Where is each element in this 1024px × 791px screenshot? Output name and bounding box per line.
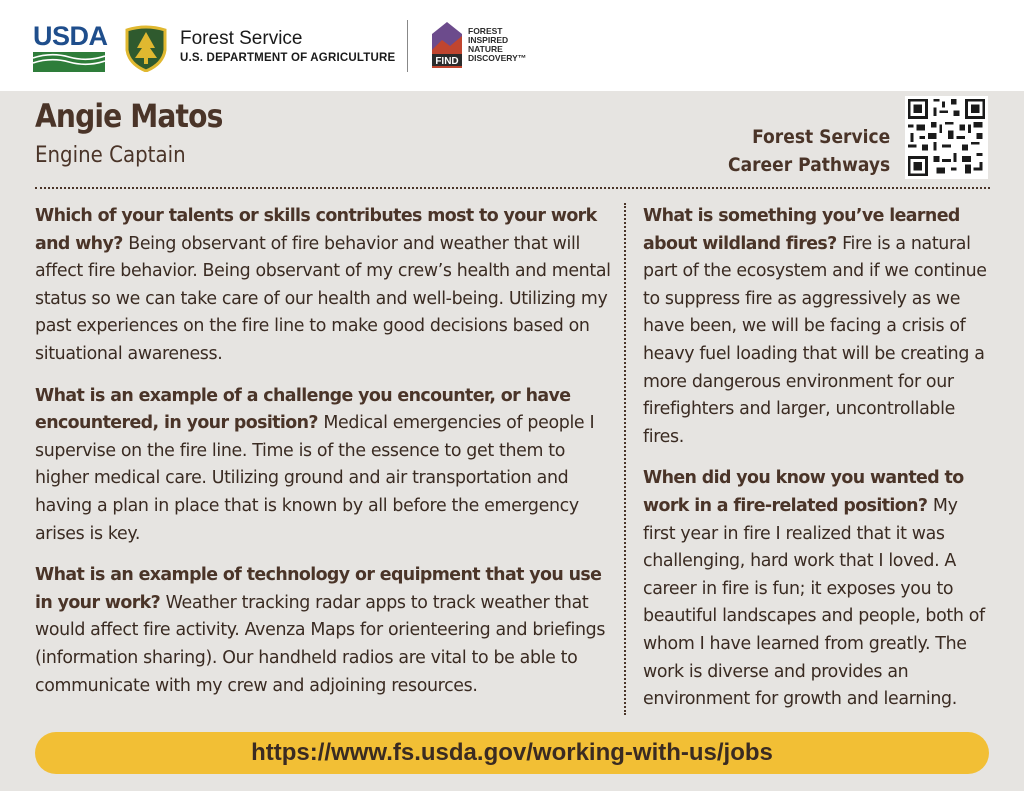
profile-name: Angie Matos [35,97,223,135]
right-column [643,203,993,728]
department-name: U.S. DEPARTMENT OF AGRICULTURE [180,52,396,64]
qa-block [35,203,617,369]
question: What is an example of technology or equipment that you use in your work? [35,565,602,613]
find-logo-icon[interactable] [430,20,464,70]
answer: Being observant of fire behavior and weather that will affect fire behavior. Being observant of my crew’s health and mental status so we can take care of our health and well-being. Utilizing my past experiences on the fire line to make good decisions based on situational awareness. [35,233,611,364]
find-line: NATURE [468,44,503,54]
program-line: Forest Service [751,126,890,148]
find-line: DISCOVERY™ [468,53,527,63]
find-program-text [468,27,526,63]
answer: Fire is a natural part of the ecosystem and if we continue to suppress fire as aggressively as we have been, we will be facing a crisis of heavy fuel loading that will be creating a more dangerous environment for our firefighters and larger, uncontrollable fires. [643,233,987,447]
program-line: Career Pathways [727,154,890,176]
left-column [35,203,617,714]
forest-service-shield-icon [123,24,169,72]
page-header [0,0,1024,91]
qa-block [643,465,993,713]
answer: Weather tracking radar apps to track weather that would affect fire activity. Avenza Maps for orienteering and briefings (information sharing). Our handheld radios are vital to be able to communicate with my crew and adjoining resources. [35,592,606,696]
jobs-url-link[interactable]: https://www.fs.usda.gov/working-with-us/jobs [251,739,773,766]
career-pathways-label [728,123,890,179]
question: What is an example of a challenge you encounter, or have encountered, in your position? [35,385,571,434]
answer: Medical emergencies of people I supervise on the fire line. Time is of the essence to get them to higher medical care. Utilizing ground and air transportation and having a plan in place that is known by all before the emergency arises is key. [35,413,595,544]
usda-waves-icon [33,52,105,72]
question: What is something you’ve learned about wildland fires? [643,206,960,254]
section-divider [35,187,990,189]
question: When did you know you wanted to work in a fire-related position? [643,468,964,516]
find-badge-text: FIND [435,56,459,67]
qa-block [35,383,617,549]
usda-logo[interactable] [33,21,108,72]
find-line: FOREST [468,26,503,36]
jobs-url-banner[interactable] [35,732,989,774]
agency-name: Forest Service [180,28,303,49]
answer: My first year in fire I realized that it was challenging, hard work that I loved. A career in fire is fun; it exposes you to beautiful landscapes and people, both of whom I have learned from greatly. The work is diverse and provides an environment for growth and learning. [643,495,985,710]
usda-logo-text: USDA [33,21,108,51]
column-divider [624,203,626,715]
find-line: INSPIRED [468,35,509,45]
profile-title: Engine Captain [35,143,186,168]
header-divider [407,20,408,72]
question: Which of your talents or skills contributes most to your work and why? [35,206,597,254]
qa-block [35,562,617,700]
qa-block [643,203,993,451]
qr-code-icon[interactable] [905,96,988,179]
